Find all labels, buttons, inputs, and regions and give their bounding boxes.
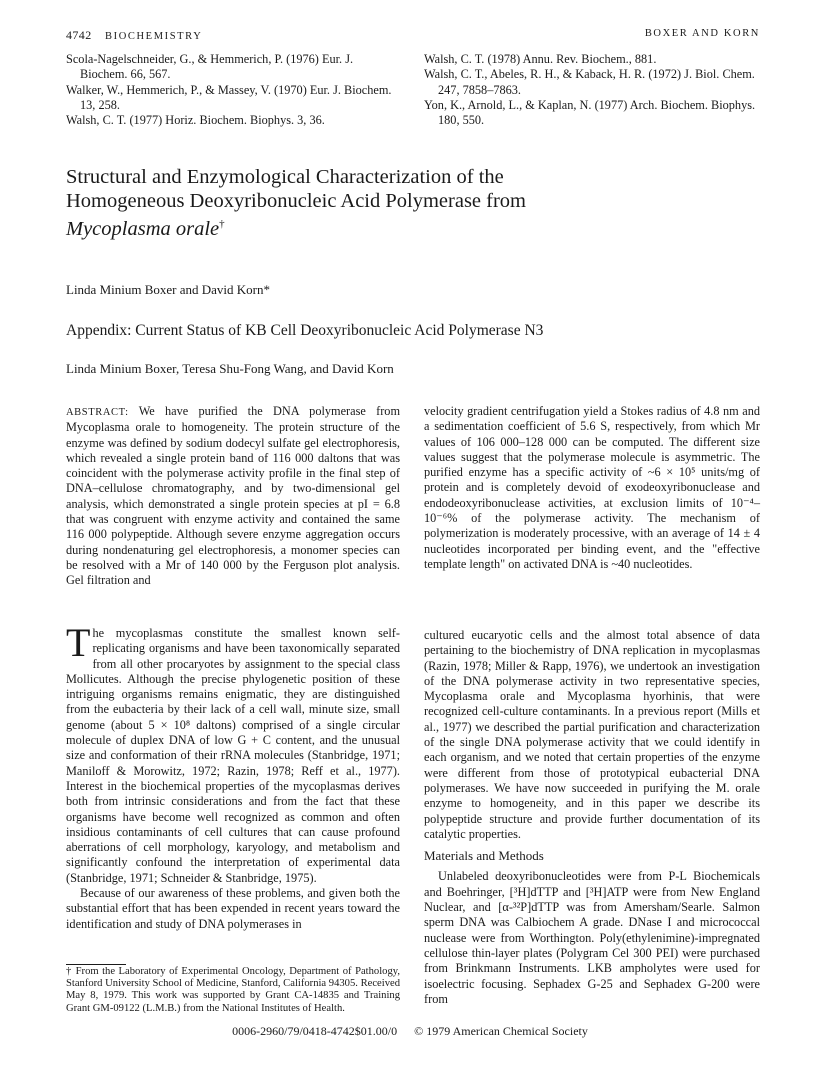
title-line-3 — [66, 213, 626, 241]
abstract-text-left: We have purified the DNA polymerase from Mycoplasma orale to homogeneity. The protein structure of the enzyme was defined by sodium dodecyl sulfate gel electrophoresis, which revealed a single protein band of 116 000 daltons that was coincident with the polymerase activity profile in the final step of DNA–cellulose chromatography, and by two-dimensional gel analysis, which demonstrated a single protein species at pI = 6.8 that was congruent with enzyme activity and contained the same 116 000 polypeptide. Although severe enzyme aggregation occurs during nondenaturing gel electrophoresis, a monomer species can be resolved with a Mr of 140 000 by the Ferguson plot analysis. Gel filtration and — [66, 404, 401, 588]
article-code: 0006-2960/79/0418-4742$01.00/0 — [232, 1024, 398, 1038]
reference-entry: Walsh, C. T. (1978) Annu. Rev. Biochem., 881. — [424, 52, 657, 66]
title-dagger: † — [219, 218, 225, 230]
references-left-column — [66, 52, 396, 128]
reference-entry: Walker, W., Hemmerich, P., & Massey, V. (1970) Eur. J. Biochem. 13, 258. — [66, 82, 392, 112]
reference-entry: Scola-Nagelschneider, G., & Hemmerich, P. (1976) Eur. J. Biochem. 66, 567. — [66, 52, 354, 82]
article-authors: Linda Minium Boxer and David Korn* — [66, 282, 270, 297]
abstract-right-column: velocity gradient centrifugation yield a Stokes radius of 4.8 nm and a sedimentation coefficient of 5.6 S, respectively, from which Mr values of 106 000–128 000 can be computed. The different size values suggest that the polymerase molecule is asymmetric. The purified enzyme has a specific activity of ~6 × 10⁵ units/mg of protein and is completely devoid of exodeoxyribonuclease and endodeoxyribonuclease activities, at exclusion limits of 10⁻⁴–10⁻⁶% of the polymerase activity. The mechanism of polymerization is moderately processive, with an average of 14 ± 4 nucleotides incorporated per binding event, and the "effective template length" on activated DNA is ~40 nucleotides. — [424, 404, 760, 571]
journal-name: BIOCHEMISTRY — [105, 31, 203, 42]
intro-paragraph-continued: cultured eucaryotic cells and the almost total absence of data pertaining to the biochemistry of DNA replication in mycoplasmas (Razin, 1978; Miller & Rapp, 1976), we undertook an investigation of the DNA polymerase activity in two representative species, Mycoplasma orale and Mycoplasma hyorhinis, that were recognized cell-culture contaminants. In a previous report (Mills et al., 1977) we described the partial purification and characterization of the single DNA polymerase activity that we could identify in each organism, and we noted that certain properties of the enzyme were different from those of prototypical eubacterial DNA polymerases. We have now succeeded in purifying the M. orale enzyme to homogeneity, and in this paper we describe its polypeptide structure and provide further documentation of its catalytic properties. — [424, 628, 760, 841]
references-right-column — [424, 52, 760, 128]
appendix-title: Appendix: Current Status of KB Cell Deoxyribonucleic Acid Polymerase N3 — [66, 322, 544, 339]
title-line-2: Homogeneous Deoxyribonucleic Acid Polymerase from — [66, 189, 526, 212]
intro-paragraph-1 — [66, 620, 400, 886]
running-head-authors: BOXER AND KORN — [644, 28, 760, 39]
footnote: † From the Laboratory of Experimental Oncology, Department of Pathology, Stanford University School of Medicine, Stanford, California 94305. Received May 8, 1979. This work was supported by Grant CA-14835 and Training Grant GM-09122 (L.M.B.) from the National Institutes of Health. — [66, 966, 400, 1014]
reference-entry: Walsh, C. T., Abeles, R. H., & Kaback, H. R. (1972) J. Biol. Chem. 247, 7858–7863. — [424, 67, 755, 97]
intro-text: he mycoplasmas constitute the smallest known self-replicating organisms and have been taxonomically separated from all other procaryotes by assignment to the special class Mollicutes. Although the precise phylogenetic position of these intriguing organisms remains enigmatic, they are distinguished from the eubacteria by their lack of a cell wall, minute size, small genome (about 5 × 10⁸ daltons) comprised of a single circular molecule of duplex DNA of low G + C content, and the unusual size and conformation of their rRNA molecules (Stanbridge, 1971; Maniloff & Morowitz, 1972; Razin, 1978; Reff et al., 1977). Interest in the biochemical properties of the mycoplasmas derives both from intrinsic considerations and from the fact that these organisms have become well recognized as common and often insidious contaminants of cell cultures that can cause profound aberrations of cell morphology, karyology, and metabolism and significantly confound the interpretation of experimental data (Stanbridge, 1971; Schneider & Stanbridge, 1975). — [66, 626, 400, 885]
body-right-column — [424, 628, 760, 1007]
article-title — [66, 166, 626, 241]
title-organism: Mycoplasma orale — [66, 217, 220, 240]
methods-paragraph: Unlabeled deoxyribonucleotides were from P-L Biochemicals and Boehringer, [³H]dTTP and [³H]ATP were from New England Nuclear, and [α-³²P]dTTP was from Amersham/Searle. Salmon sperm DNA was Calbiochem A grade. DNase I and micrococcal nuclease were from Worthington. Poly(ethylenimine)-impregnated cellulose thin-layer plates (Polygram Cel 300 PEI) were purchased from Brinkmann Instruments. LKB ampholytes were used for isoelectric focusing. Sephadex G-25 and Sephadex G-200 were from — [424, 869, 760, 1006]
copyright: © 1979 American Chemical Society — [414, 1024, 588, 1038]
footnote-rule — [66, 964, 126, 965]
reference-entry: Yon, K., Arnold, L., & Kaplan, N. (1977) Arch. Biochem. Biophys. 180, 550. — [424, 97, 756, 128]
page-number: 4742 — [66, 28, 92, 42]
title-line-1: Structural and Enzymological Characterization of the — [66, 166, 504, 188]
abstract-left-column — [66, 404, 400, 589]
intro-paragraph-2: Because of our awareness of these problems, and given both the substantial effort that has been expended in recent years toward the identification and study of DNA polymerases in — [66, 886, 400, 931]
abstract-heading: ABSTRACT: — [66, 407, 129, 418]
appendix-authors: Linda Minium Boxer, Teresa Shu-Fong Wang, and David Korn — [66, 361, 394, 376]
body-left-column — [66, 620, 400, 932]
page-footer — [0, 1024, 820, 1039]
methods-heading: Materials and Methods — [424, 848, 544, 864]
reference-entry: Walsh, C. T. (1977) Horiz. Biochem. Biophys. 3, 36. — [66, 113, 325, 128]
running-head-left — [66, 28, 202, 43]
drop-cap: T — [66, 620, 91, 665]
